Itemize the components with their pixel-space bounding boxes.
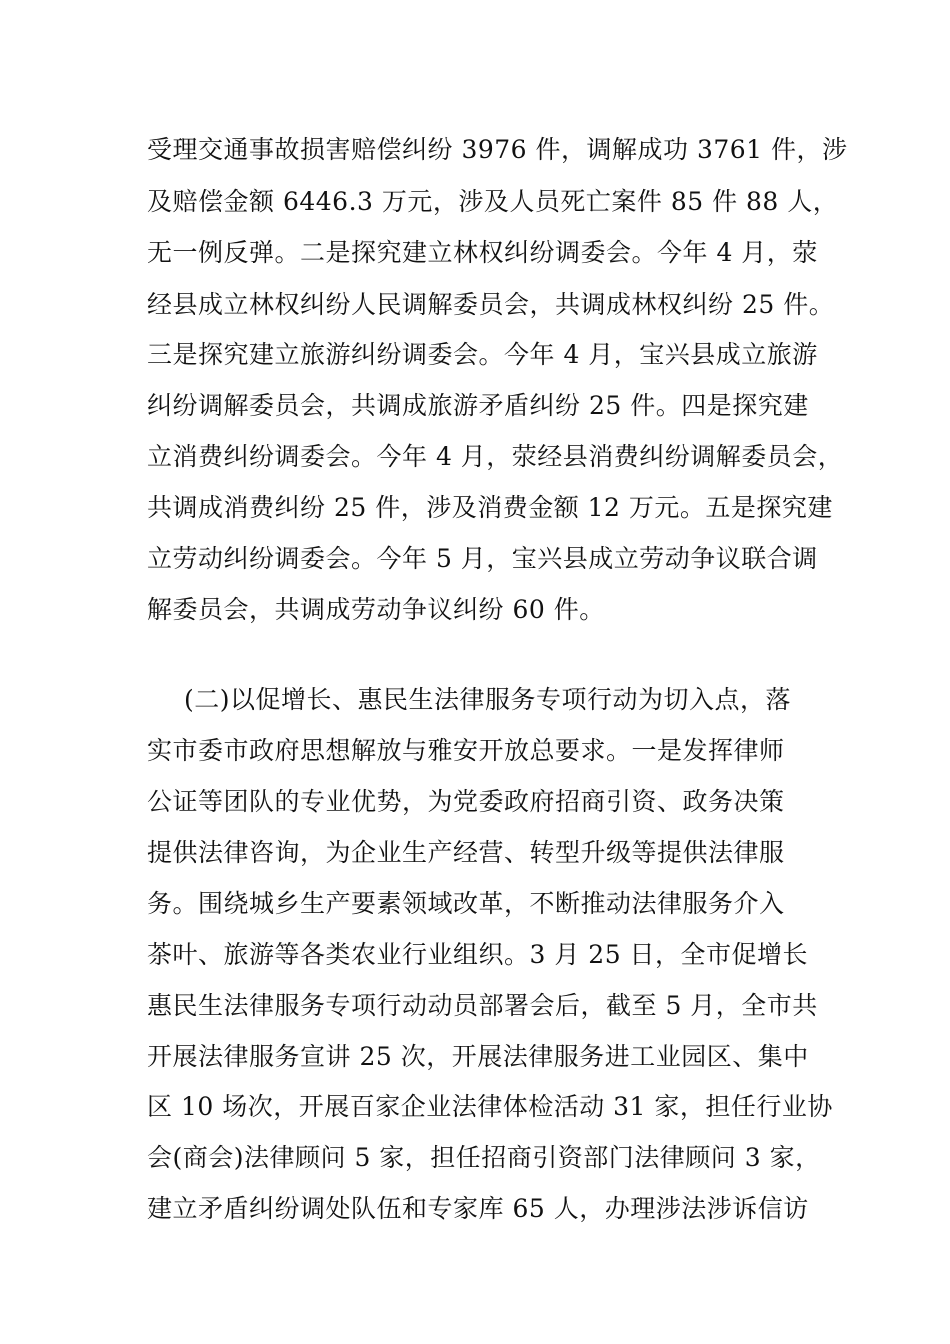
paragraph-2-line-8: 开展法律服务宣讲 25 次，开展法律服务进工业园区、集中 xyxy=(147,1042,809,1071)
paragraph-2-line-9: 区 10 场次，开展百家企业法律体检活动 31 家，担任行业协 xyxy=(147,1092,833,1121)
paragraph-2-line-4: 提供法律咨询，为企业生产经营、转型升级等提供法律服 xyxy=(147,838,785,867)
paragraph-2-line-7: 惠民生法律服务专项行动动员部署会后，截至 5 月，全市共 xyxy=(147,991,818,1020)
paragraph-1-line-6: 纠纷调解委员会，共调成旅游矛盾纠纷 25 件。四是探究建 xyxy=(147,391,809,420)
paragraph-2-line-5: 务。围绕城乡生产要素领域改革，不断推动法律服务介入 xyxy=(147,889,785,918)
paragraph-2-line-1: (二)以促增长、惠民生法律服务专项行动为切入点，落 xyxy=(184,685,792,714)
paragraph-1-line-2: 及赔偿金额 6446.3 万元，涉及人员死亡案件 85 件 88 人， xyxy=(147,187,839,216)
paragraph-2-line-3: 公证等团队的专业优势，为党委政府招商引资、政务决策 xyxy=(147,787,785,816)
paragraph-1-line-3: 无一例反弹。二是探究建立林权纠纷调委会。今年 4 月，荥 xyxy=(147,238,818,267)
paragraph-1-line-4: 经县成立林权纠纷人民调解委员会，共调成林权纠纷 25 件。 xyxy=(147,290,835,319)
paragraph-2-line-6: 茶叶、旅游等各类农业行业组织。3 月 25 日，全市促增长 xyxy=(147,940,809,969)
paragraph-2-line-11: 建立矛盾纠纷调处队伍和专家库 65 人，办理涉法涉诉信访 xyxy=(147,1194,809,1223)
paragraph-2-line-10: 会(商会)法律顾问 5 家，担任招商引资部门法律顾问 3 家， xyxy=(147,1143,821,1172)
paragraph-1-line-10: 解委员会，共调成劳动争议纠纷 60 件。 xyxy=(147,595,605,624)
paragraph-1-line-9: 立劳动纠纷调委会。今年 5 月，宝兴县成立劳动争议联合调 xyxy=(147,544,818,573)
paragraph-1-line-8: 共调成消费纠纷 25 件，涉及消费金额 12 万元。五是探究建 xyxy=(147,493,833,522)
paragraph-2-line-2: 实市委市政府思想解放与雅安开放总要求。一是发挥律师 xyxy=(147,736,785,765)
paragraph-1-line-1: 受理交通事故损害赔偿纠纷 3976 件，调解成功 3761 件，涉 xyxy=(147,135,848,164)
paragraph-1-line-5: 三是探究建立旅游纠纷调委会。今年 4 月，宝兴县成立旅游 xyxy=(147,340,818,369)
paragraph-1-line-7: 立消费纠纷调委会。今年 4 月，荥经县消费纠纷调解委员会， xyxy=(147,442,844,471)
